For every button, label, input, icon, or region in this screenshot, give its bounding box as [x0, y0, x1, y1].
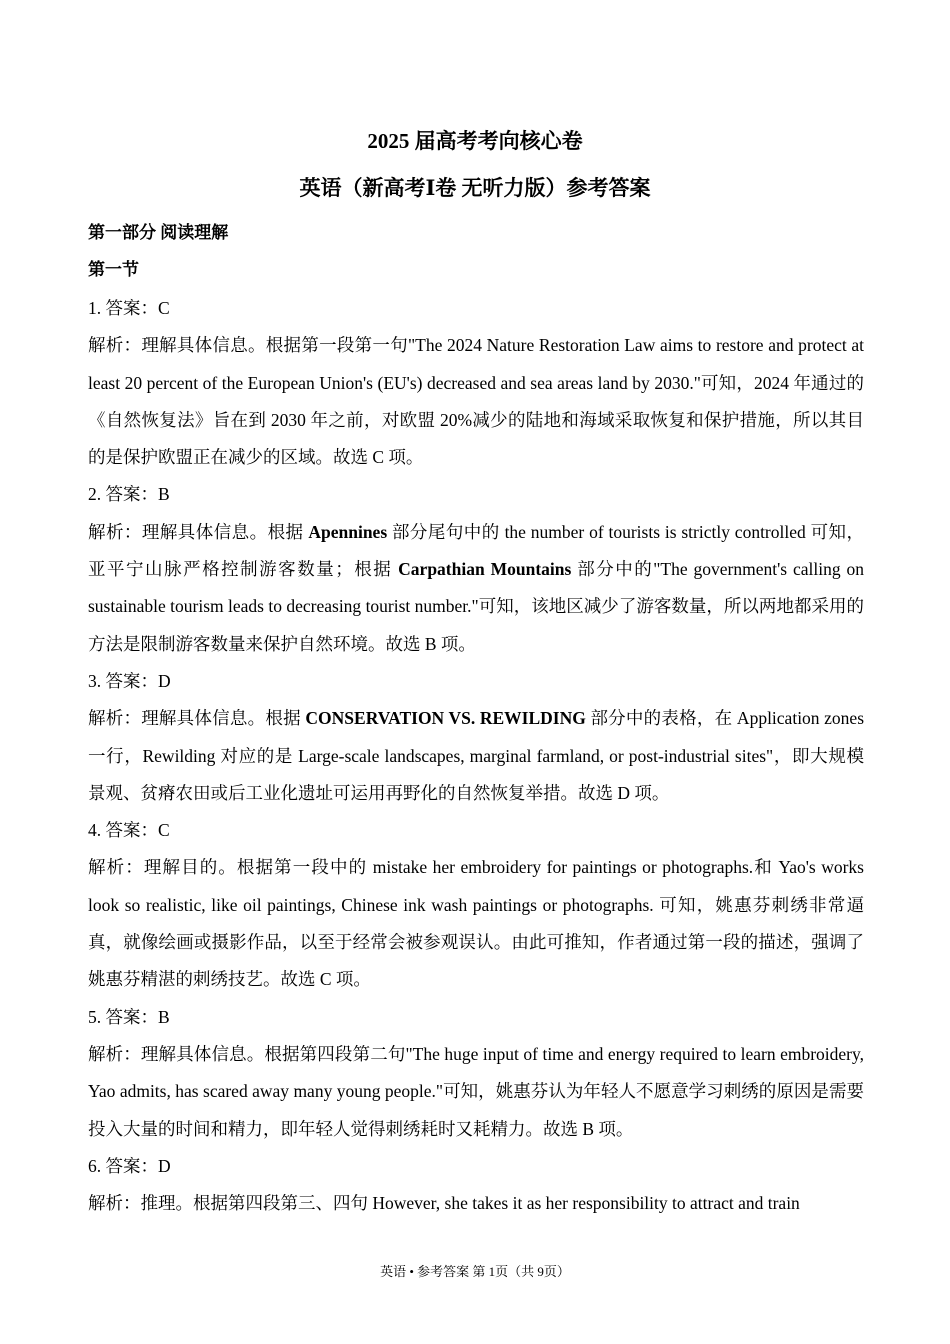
analysis-text: 部分中的表格，在 Application zones 一行，Rewilding 对应的是 Large-scale landscapes, marginal farmland, or post-industrial sites"，即大规模景观、贫瘠农田或后工业化遗址可运用再野化的自然恢复举措。故选 D 项。	[88, 708, 865, 803]
answer-line: 5. 答案：B	[88, 1006, 170, 1027]
analysis-paragraph	[88, 514, 864, 663]
answer-item	[88, 476, 864, 662]
answer-line: 6. 答案：D	[88, 1155, 171, 1176]
analysis-paragraph	[88, 849, 864, 998]
analysis-text: 解析：理解具体信息。根据第一段第一句"The 2024 Nature Restoration Law aims to restore and protect at least 20 percent of the European Union's (EU's) decreased and sea areas land by 2030."可知，2024 年通过的《自然恢复法》旨在到 2030 年之前，对欧盟 20%减少的陆地和海域采取恢复和保护措施，所以其目的是保护欧盟正在减少的区域。故选 C 项。	[88, 335, 864, 468]
page-footer: 英语 • 参考答案 第 1页（共 9页）	[380, 1264, 570, 1279]
bold-term: Apennines	[308, 521, 388, 542]
answer-line: 1. 答案：C	[88, 298, 170, 318]
analysis-paragraph	[88, 1185, 864, 1222]
answer-item	[88, 290, 864, 476]
document-subtitle: 英语（新高考Ⅰ卷 无听力版）参考答案	[299, 176, 651, 200]
answer-list	[88, 290, 864, 1222]
answer-line: 3. 答案：D	[88, 670, 171, 691]
answer-item	[88, 812, 864, 998]
analysis-text: 部分中的"The government's calling on sustainable tourism leads to decreasing tourist number."可知，该地区减少了游客数量，所以两地都采用的方法是限制游客数量来保护自然环境。故选 B 项。	[88, 559, 864, 654]
answer-item	[88, 663, 864, 812]
answer-item	[88, 1148, 864, 1223]
analysis-text: 解析：理解具体信息。根据	[88, 521, 309, 542]
analysis-text: 解析：理解具体信息。根据第四段第二句"The huge input of time and energy required to learn embroidery, Yao admits, has scared away many young people."可知，姚惠芬认为年轻人不愿意学习刺绣的原因是需要投入大量的时间和精力，即年轻人觉得刺绣耗时又耗精力。故选 B 项。	[88, 1043, 864, 1139]
analysis-paragraph	[88, 1036, 864, 1148]
bold-term: CONSERVATION VS. REWILDING	[305, 708, 586, 729]
answer-item	[88, 999, 864, 1148]
analysis-text: 部分尾句中的 the number of tourists is strictly controlled 可知，亚平宁山脉严格控制游客数量；根据	[88, 521, 864, 580]
answer-line: 2. 答案：B	[88, 484, 170, 505]
analysis-text: 解析：理解目的。根据第一段中的 mistake her embroidery for paintings or photographs.和 Yao's works look so realistic, like oil paintings, Chinese ink wash paintings or photographs. 可知，姚惠芬刺绣非常逼真，就像绘画或摄影作品，以至于经常会被参观误认。由此可推知，作者通过第一段的描述，强调了姚惠芬精湛的刺绣技艺。故选 C 项。	[88, 857, 864, 990]
section-heading: 第一部分 阅读理解	[88, 223, 229, 242]
document-title: 2025 届高考考向核心卷	[367, 129, 583, 153]
analysis-paragraph	[88, 327, 864, 476]
bold-term: Carpathian Mountains	[398, 559, 572, 580]
analysis-text: 解析：理解具体信息。根据	[88, 708, 306, 729]
analysis-text: 解析：推理。根据第四段第三、四句 However, she takes it as her responsibility to attract and train	[88, 1193, 800, 1214]
subsection-heading: 第一节	[88, 260, 139, 279]
analysis-paragraph	[88, 700, 864, 812]
answer-line: 4. 答案：C	[88, 820, 170, 841]
